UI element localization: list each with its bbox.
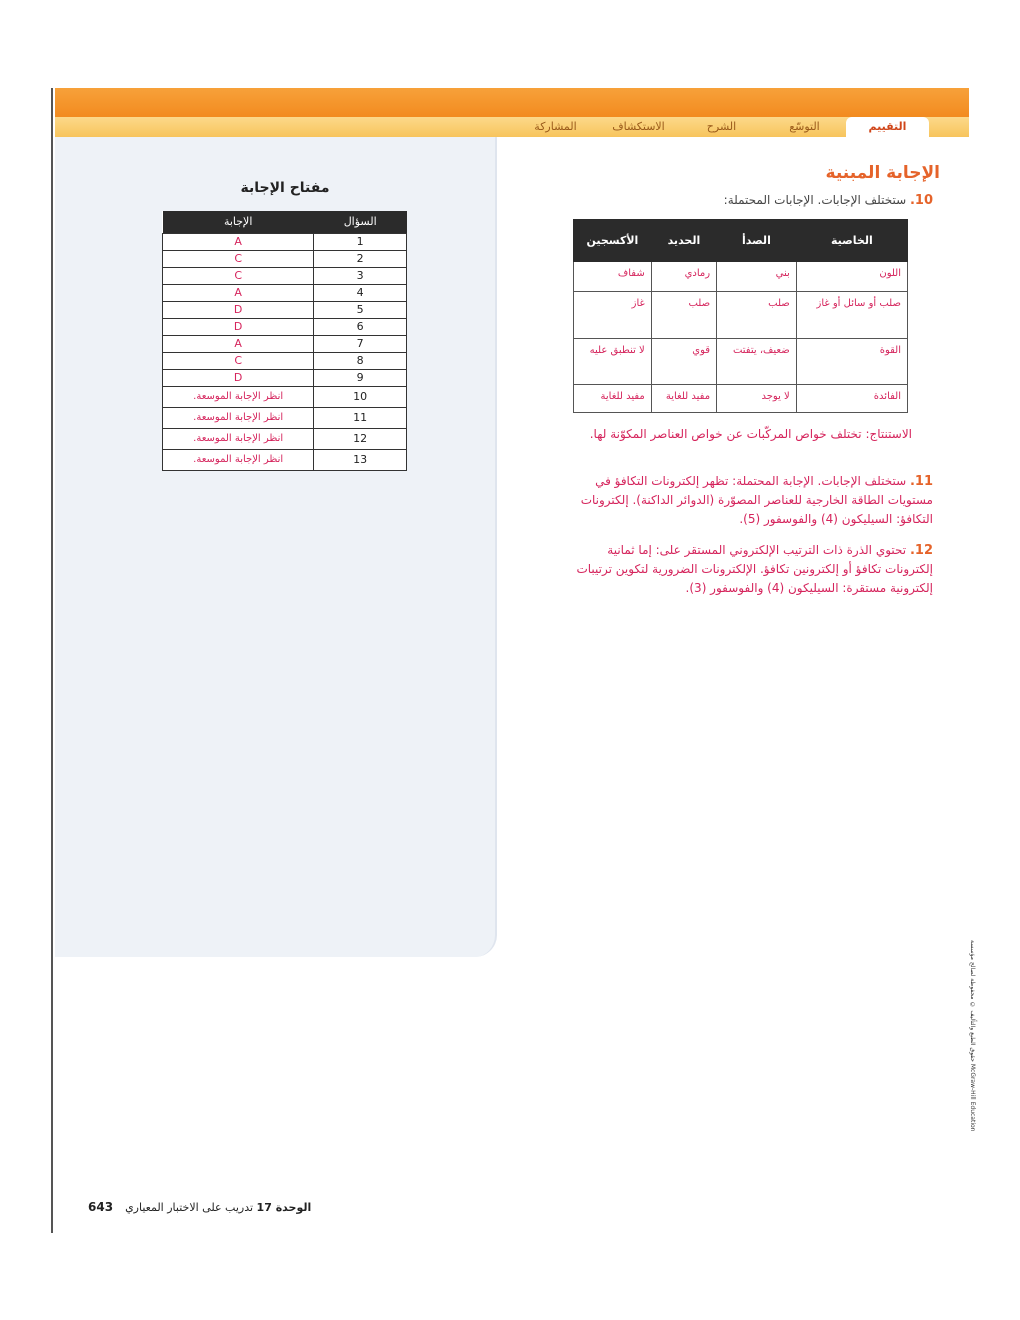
row-label: الفائدة — [796, 385, 907, 413]
table-row — [574, 385, 908, 413]
question-cell: 1 — [314, 233, 407, 250]
answer-cell: A — [163, 284, 314, 301]
answer-text: تحتوي الذرة ذات الترتيب الإلكتروني المستقر على: إما ثمانية إلكترونات تكافؤ أو إلكترونين تكافؤ. الإلكترونات الضرورية لتكوين ترتيبات إلكترونية مستقرة: السيليكون (4) والفوسفور (3). — [576, 543, 933, 595]
copyright-credit: حقوق الطبع والتأليف © محفوظة لصالح مؤسسة McGraw-Hill Education — [969, 940, 976, 1132]
table-cell: صلب — [717, 292, 797, 339]
row-label: اللون — [796, 262, 907, 292]
properties-table — [573, 219, 908, 413]
table-cell: رمادي — [651, 262, 716, 292]
table-row — [163, 250, 407, 267]
answer-header: الإجابة — [163, 211, 314, 233]
answer-cell: انظر الإجابة الموسعة. — [163, 428, 314, 449]
answer-12 — [573, 541, 933, 598]
table-row — [163, 301, 407, 318]
table-row — [163, 449, 407, 470]
page-number: 643 — [88, 1200, 114, 1214]
col-header: الحديد — [651, 220, 716, 262]
table-row — [163, 233, 407, 250]
answer-cell: D — [163, 318, 314, 335]
question-number: 10. — [909, 193, 933, 208]
table-cell: غاز — [574, 292, 652, 339]
conclusion-text: الاستنتاج: تختلف خواص المركّبات عن خواص العناصر المكوّنة لها. — [589, 427, 912, 441]
lesson-tabs — [514, 117, 969, 137]
question-cell: 5 — [314, 301, 407, 318]
row-label: صلب أو سائل أو غاز — [796, 292, 907, 339]
answer-cell: A — [163, 335, 314, 352]
question-number: 12. — [909, 543, 933, 558]
question-text: ستختلف الإجابات. الإجابات المحتملة: — [723, 193, 907, 207]
answer-cell: D — [163, 369, 314, 386]
question-cell: 2 — [314, 250, 407, 267]
table-cell: قوي — [651, 339, 716, 385]
answer-text: ستختلف الإجابات. الإجابة المحتملة: تظهر إلكترونات التكافؤ في مستويات الطاقة الخارجية للعناصر المصوّرة (الدوائر الداكنة). إلكترونات التكافؤ: السيليكون (4) والفوسفور (5). — [580, 474, 933, 526]
answer-key-table — [162, 211, 407, 471]
question-number: 11. — [909, 474, 933, 489]
answer-cell: C — [163, 352, 314, 369]
question-cell: 6 — [314, 318, 407, 335]
table-row — [163, 318, 407, 335]
page-left-rule — [51, 88, 53, 1233]
answer-cell: D — [163, 301, 314, 318]
tab-elaborate[interactable]: التوسّع — [789, 120, 820, 133]
answer-cell: C — [163, 267, 314, 284]
table-row — [574, 262, 908, 292]
tab-explore[interactable]: الاستكشاف — [612, 120, 665, 133]
unit-label: الوحدة 17 — [256, 1200, 312, 1214]
question-10 — [724, 193, 933, 208]
question-cell: 13 — [314, 449, 407, 470]
table-row — [163, 407, 407, 428]
answer-key-title: مفتاح الإجابة — [240, 180, 330, 196]
table-cell: شفاف — [574, 262, 652, 292]
tab-explain[interactable]: الشرح — [706, 120, 737, 133]
table-row — [163, 352, 407, 369]
answer-11 — [573, 472, 933, 529]
question-cell: 8 — [314, 352, 407, 369]
answer-cell: انظر الإجابة الموسعة. — [163, 386, 314, 407]
table-row — [163, 369, 407, 386]
question-cell: 12 — [314, 428, 407, 449]
row-label: القوة — [796, 339, 907, 385]
question-cell: 9 — [314, 369, 407, 386]
tab-evaluate[interactable]: التقييم — [846, 117, 929, 137]
answer-cell: انظر الإجابة الموسعة. — [163, 449, 314, 470]
answer-cell: انظر الإجابة الموسعة. — [163, 407, 314, 428]
question-cell: 11 — [314, 407, 407, 428]
tab-engage[interactable]: المشاركة — [534, 120, 577, 133]
col-header: الصدأ — [717, 220, 797, 262]
table-cell: مفيد للغاية — [574, 385, 652, 413]
table-row — [163, 284, 407, 301]
table-row — [574, 292, 908, 339]
question-cell: 3 — [314, 267, 407, 284]
table-cell: ضعيف، يتفتت — [717, 339, 797, 385]
table-row — [163, 267, 407, 284]
table-row — [163, 335, 407, 352]
table-row — [574, 339, 908, 385]
table-row — [163, 428, 407, 449]
unit-title: تدريب على الاختبار المعياري — [125, 1200, 254, 1214]
unit-info — [125, 1201, 311, 1214]
table-cell: مفيد للغاية — [651, 385, 716, 413]
header-orange-bar — [55, 88, 969, 118]
table-cell: صلب — [651, 292, 716, 339]
table-cell: لا تنطبق عليه — [574, 339, 652, 385]
answer-cell: A — [163, 233, 314, 250]
section-heading: الإجابة المبنية — [825, 163, 940, 183]
question-cell: 4 — [314, 284, 407, 301]
question-cell: 7 — [314, 335, 407, 352]
answer-cell: C — [163, 250, 314, 267]
table-cell: لا يوجد — [717, 385, 797, 413]
table-cell: بني — [717, 262, 797, 292]
col-header: الخاصية — [796, 220, 907, 262]
col-header: الأكسجين — [574, 220, 652, 262]
question-cell: 10 — [314, 386, 407, 407]
table-row — [163, 386, 407, 407]
page-footer — [88, 1200, 348, 1214]
question-header: السؤال — [314, 211, 407, 233]
